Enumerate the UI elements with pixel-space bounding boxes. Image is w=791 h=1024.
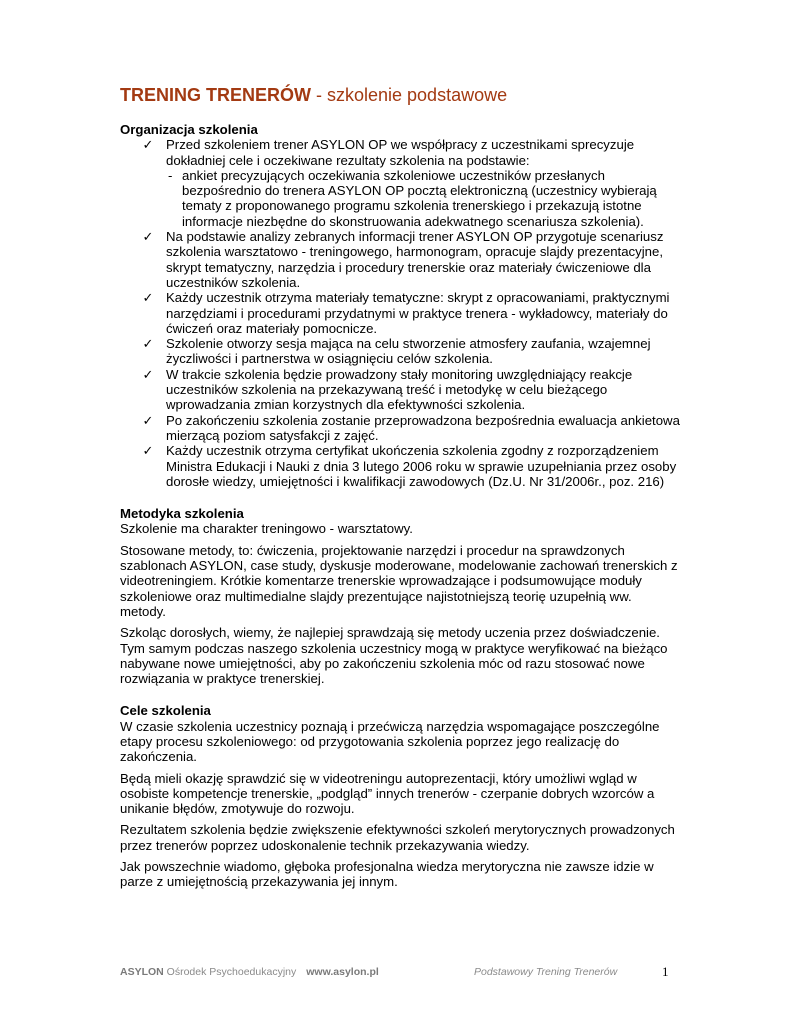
document-body [120,122,680,890]
list-item-text: Na podstawie analizy zebranych informacji trener ASYLON OP przygotuje scenariusz szkolenia warsztatowo - treningowego, harmonogram, opracuje slajdy prezentacyjne, skrypt tematyczny, narzędzia i procedury trenerskie oraz materiały ćwiczeniowe dla uczestników szkolenia. [166,229,664,290]
page-footer [120,965,680,981]
list-item-text: W trakcie szkolenia będzie prowadzony stały monitoring uwzględniający reakcje uczestników szkolenia na przekazywaną treść i metodykę w celu bieżącego wprowadzania zmian korzystnych dla efektywności szkolenia. [166,366,633,413]
paragraph: Stosowane metody, to: ćwiczenia, projektowanie narzędzi i procedur na sprawdzonych szablonach ASYLON, case study, dyskusje moderowane, modelowanie zachowań trenerskich z videotreningiem. Krótkie komentarze trenerskie wprowadzające i podsumowujące moduły szkoleniowe oraz multimedialne slajdy prezentujące najistotniejszą teorię uzupełnią ww. metody. [120,542,678,619]
list-item [120,290,680,336]
footer-brand-name: ASYLON [120,966,164,978]
title-subtitle: - szkolenie podstawowe [311,85,508,105]
footer-brand [120,966,379,978]
paragraph: Rezultatem szkolenia będzie zwiększenie efektywności szkoleń merytorycznych prowadzonych przez trenerów poprzez udoskonalenie technik przekazywania wiedzy. [120,822,675,853]
check-icon: ✓ [142,290,154,306]
list-item [120,367,680,413]
list-item-text: Każdy uczestnik otrzyma materiały tematyczne: skrypt z opracowaniami, praktycznymi narzędziami i procedurami przydatnymi w praktyce trenera - wykładowcy, materiały do ćwiczeń oraz materiały pomocnicze. [166,290,670,336]
paragraph: W czasie szkolenia uczestnicy poznają i przećwiczą narzędzia wspomagające poszczególne etapy procesu szkoleniowego: od przygotowania szkolenia poprzez jego realizację do zakończenia. [120,718,660,765]
check-icon: ✓ [142,229,154,245]
check-icon: ✓ [142,366,154,382]
check-icon: ✓ [142,412,154,428]
section-heading-metodyka: Metodyka szkolenia [120,506,244,522]
list-item-text: Po zakończeniu szkolenia zostanie przeprowadzona bezpośrednia ewaluacja ankietowa mierzącą poziom satysfakcji z zajęć. [166,412,680,443]
footer-org: Ośrodek Psychoedukacyjny [163,966,297,978]
section-heading-organizacja: Organizacja szkolenia [120,122,258,137]
check-icon: ✓ [142,443,154,459]
footer-document-title: Podstawowy Trening Trenerów [474,966,618,978]
footer-url-link[interactable]: www.asylon.pl [306,966,379,978]
page-title [120,84,507,106]
dash-bullet: - [168,167,173,183]
list-item [120,413,680,444]
list-item [120,137,680,168]
section-heading-cele: Cele szkolenia [120,703,211,719]
list-item-text: Każdy uczestnik otrzyma certyfikat ukończenia szkolenia zgodny z rozporządzeniem Ministra Edukacji i Nauki z dnia 3 lutego 2006 roku w sprawie uzupełniania przez osoby dorosłe wiedzy, umiejętności i kwalifikacji zawodowych (Dz.U. Nr 31/2006r., poz. 216) [166,443,677,489]
list-item [120,336,680,367]
sub-list-item [120,168,680,229]
list-item [120,443,680,489]
list-item [120,229,680,290]
check-icon: ✓ [142,137,154,153]
sub-list-item-text: ankiet precyzujących oczekiwania szkoleniowe uczestników przesłanych bezpośrednio do trenera ASYLON OP pocztą elektroniczną (uczestnicy wybierają tematy z proponowanego programu szkolenia trenerskiego i przekazują istotne informacje niezbędne do skonstruowania adekwatnego scenariusza szkolenia). [182,167,657,229]
check-icon: ✓ [142,336,154,352]
list-item-text: Przed szkoleniem trener ASYLON OP we współpracy z uczestnikami sprecyzuje dokładniej cele i oczekiwane rezultaty szkolenia na podstawie: [166,137,635,168]
paragraph: Szkoląc dorosłych, wiemy, że najlepiej sprawdzają się metody uczenia przez doświadczenie. Tym samym podczas naszego szkolenia uczestnicy mogą w praktyce weryfikować na bieżąco nabywane nowe umiejętności, aby po zakończeniu szkolenia móc od razu stosować nowe rozwiązania w praktyce trenerskiej. [120,625,668,687]
paragraph: Szkolenie ma charakter treningowo - warsztatowy. [120,521,413,537]
title-bold: TRENING TRENERÓW [120,85,311,105]
paragraph: Będą mieli okazję sprawdzić się w videotreningu autoprezentacji, który umożliwi wgląd w osobiste kompetencje trenerskie, „podgląd” innych trenerów - czerpanie dobrych wzorców a unikanie błędów, zmotywuje do rozwoju. [120,770,655,817]
paragraph: Jak powszechnie wiadomo, głęboka profesjonalna wiedza merytoryczna nie zawsze idzie w parze z umiejętnością przekazywania jej innym. [120,859,654,890]
list-item-text: Szkolenie otworzy sesja mająca na celu stworzenie atmosfery zaufania, wzajemnej życzliwości i partnerstwa w osiągnięciu celów szkolenia. [166,336,651,367]
page-number: 1 [662,964,669,979]
